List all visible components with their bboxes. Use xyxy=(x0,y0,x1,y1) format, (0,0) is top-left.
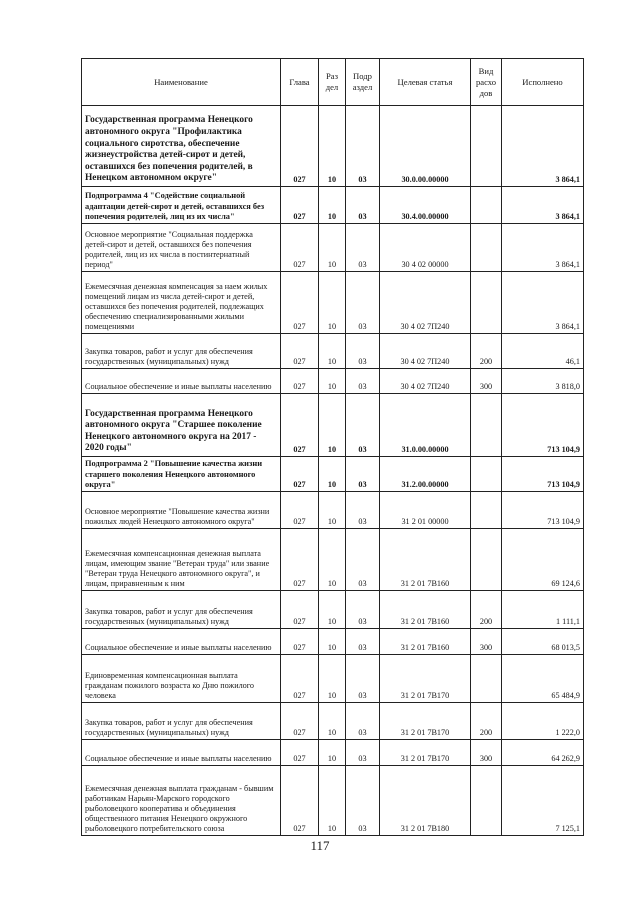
cell-name: Закупка товаров, работ и услуг для обеспечения государственных (муниципальных) нужд xyxy=(82,703,281,740)
cell-statya: 30 4 02 00000 xyxy=(380,224,471,272)
cell-razdel: 10 xyxy=(319,224,346,272)
cell-vid: 200 xyxy=(471,591,502,629)
cell-name: Подпрограмма 2 "Повышение качества жизни старшего поколения Ненецкого автономного округа" xyxy=(82,457,281,492)
budget-table xyxy=(81,58,584,836)
cell-vid xyxy=(471,272,502,334)
cell-statya: 31 2 01 7В170 xyxy=(380,703,471,740)
cell-name: Государственная программа Ненецкого автономного округа "Старшее поколение Ненецкого автономного округа на 2017 - 2020 годы" xyxy=(82,394,281,457)
table-body xyxy=(82,106,584,836)
cell-vid xyxy=(471,394,502,457)
cell-glava: 027 xyxy=(281,272,319,334)
cell-glava: 027 xyxy=(281,740,319,766)
cell-name: Подпрограмма 4 "Содействие социальной адаптации детей-сирот и детей, оставшихся без попечения родителей, лиц из их числа" xyxy=(82,187,281,224)
cell-name: Закупка товаров, работ и услуг для обеспечения государственных (муниципальных) нужд xyxy=(82,591,281,629)
cell-ispolneno: 3 864,1 xyxy=(502,187,584,224)
cell-name: Государственная программа Ненецкого автономного округа "Профилактика социального сиротства, обеспечение жизнеустройства детей-сирот и детей, оставшихся без попечения родителей, в Ненецком автономном округе" xyxy=(82,106,281,187)
table-row xyxy=(82,740,584,766)
cell-ispolneno: 65 484,9 xyxy=(502,655,584,703)
cell-glava: 027 xyxy=(281,224,319,272)
cell-name: Закупка товаров, работ и услуг для обеспечения государственных (муниципальных) нужд xyxy=(82,334,281,369)
table-row xyxy=(82,272,584,334)
cell-podrazdel: 03 xyxy=(346,703,380,740)
cell-vid xyxy=(471,492,502,529)
cell-podrazdel: 03 xyxy=(346,272,380,334)
cell-razdel: 10 xyxy=(319,629,346,655)
cell-statya: 31 2 01 7В160 xyxy=(380,629,471,655)
table-row xyxy=(82,457,584,492)
cell-vid xyxy=(471,187,502,224)
cell-glava: 027 xyxy=(281,591,319,629)
cell-vid: 300 xyxy=(471,629,502,655)
table-row xyxy=(82,703,584,740)
cell-statya: 31 2 01 7В170 xyxy=(380,740,471,766)
table-row xyxy=(82,766,584,836)
col-header-vid: Вид расхо дов xyxy=(471,59,502,106)
cell-glava: 027 xyxy=(281,703,319,740)
cell-ispolneno: 713 104,9 xyxy=(502,394,584,457)
cell-statya: 31 2 01 7В180 xyxy=(380,766,471,836)
cell-glava: 027 xyxy=(281,766,319,836)
cell-razdel: 10 xyxy=(319,394,346,457)
cell-podrazdel: 03 xyxy=(346,740,380,766)
cell-name: Социальное обеспечение и иные выплаты населению xyxy=(82,629,281,655)
table-row xyxy=(82,655,584,703)
table-row xyxy=(82,106,584,187)
cell-podrazdel: 03 xyxy=(346,766,380,836)
cell-ispolneno: 69 124,6 xyxy=(502,529,584,591)
cell-statya: 30.4.00.00000 xyxy=(380,187,471,224)
cell-statya: 31 2 01 00000 xyxy=(380,492,471,529)
cell-podrazdel: 03 xyxy=(346,492,380,529)
cell-name: Основное мероприятие "Социальная поддержка детей-сирот и детей, оставшихся без попечения родителей, лиц из их числа в постинтернатный период" xyxy=(82,224,281,272)
cell-podrazdel: 03 xyxy=(346,591,380,629)
cell-ispolneno: 713 104,9 xyxy=(502,457,584,492)
cell-razdel: 10 xyxy=(319,272,346,334)
cell-statya: 30 4 02 7П240 xyxy=(380,272,471,334)
col-header-razdel: Раз дел xyxy=(319,59,346,106)
table-row xyxy=(82,629,584,655)
cell-statya: 31 2 01 7В170 xyxy=(380,655,471,703)
table-row xyxy=(82,394,584,457)
cell-podrazdel: 03 xyxy=(346,529,380,591)
col-header-glava: Глава xyxy=(281,59,319,106)
cell-podrazdel: 03 xyxy=(346,655,380,703)
table-row xyxy=(82,224,584,272)
cell-podrazdel: 03 xyxy=(346,457,380,492)
cell-razdel: 10 xyxy=(319,529,346,591)
cell-statya: 31.2.00.00000 xyxy=(380,457,471,492)
cell-statya: 30 4 02 7П240 xyxy=(380,334,471,369)
budget-table-sheet xyxy=(81,58,583,836)
cell-podrazdel: 03 xyxy=(346,334,380,369)
cell-statya: 31 2 01 7В160 xyxy=(380,591,471,629)
cell-vid xyxy=(471,655,502,703)
table-row xyxy=(82,369,584,394)
cell-ispolneno: 713 104,9 xyxy=(502,492,584,529)
cell-vid xyxy=(471,224,502,272)
cell-ispolneno: 64 262,9 xyxy=(502,740,584,766)
cell-name: Основное мероприятие "Повышение качества жизни пожилых людей Ненецкого автономного округа" xyxy=(82,492,281,529)
cell-name: Ежемесячная денежная выплата гражданам - бывшим работникам Нарьян-Марского городского рыболовецкого кооператива и объединения общественного питания Ненецкого окружного рыболовецкого потребительского союза xyxy=(82,766,281,836)
cell-glava: 027 xyxy=(281,655,319,703)
cell-vid xyxy=(471,106,502,187)
table-row xyxy=(82,529,584,591)
cell-vid: 300 xyxy=(471,369,502,394)
cell-razdel: 10 xyxy=(319,655,346,703)
cell-vid: 200 xyxy=(471,703,502,740)
cell-vid xyxy=(471,529,502,591)
cell-podrazdel: 03 xyxy=(346,224,380,272)
cell-glava: 027 xyxy=(281,492,319,529)
cell-ispolneno: 3 864,1 xyxy=(502,272,584,334)
cell-glava: 027 xyxy=(281,629,319,655)
cell-podrazdel: 03 xyxy=(346,369,380,394)
cell-razdel: 10 xyxy=(319,187,346,224)
cell-glava: 027 xyxy=(281,106,319,187)
cell-razdel: 10 xyxy=(319,334,346,369)
cell-podrazdel: 03 xyxy=(346,106,380,187)
cell-ispolneno: 1 111,1 xyxy=(502,591,584,629)
cell-vid xyxy=(471,457,502,492)
table-header-row xyxy=(82,59,584,106)
cell-glava: 027 xyxy=(281,457,319,492)
cell-statya: 31.0.00.00000 xyxy=(380,394,471,457)
cell-ispolneno: 3 818,0 xyxy=(502,369,584,394)
cell-vid xyxy=(471,766,502,836)
cell-ispolneno: 1 222,0 xyxy=(502,703,584,740)
cell-statya: 31 2 01 7В160 xyxy=(380,529,471,591)
cell-name: Ежемесячная компенсационная денежная выплата лицам, имеющим звание "Ветеран труда" или звание "Ветеран труда Ненецкого автономного округа", и лицам, приравненным к ним xyxy=(82,529,281,591)
col-header-ispolneno: Исполнено xyxy=(502,59,584,106)
cell-razdel: 10 xyxy=(319,369,346,394)
cell-razdel: 10 xyxy=(319,492,346,529)
table-row xyxy=(82,187,584,224)
cell-ispolneno: 68 013,5 xyxy=(502,629,584,655)
cell-name: Ежемесячная денежная компенсация за наем жилых помещений лицам из числа детей-сирот и детей, оставшихся без попечения родителей, подлежащих обеспечению специализированными жилыми помещениями xyxy=(82,272,281,334)
cell-name: Социальное обеспечение и иные выплаты населению xyxy=(82,369,281,394)
cell-glava: 027 xyxy=(281,334,319,369)
cell-podrazdel: 03 xyxy=(346,394,380,457)
cell-ispolneno: 3 864,1 xyxy=(502,224,584,272)
page-number: 117 xyxy=(310,838,330,853)
cell-glava: 027 xyxy=(281,394,319,457)
table-row xyxy=(82,591,584,629)
col-header-podrazdel: Подр аздел xyxy=(346,59,380,106)
cell-razdel: 10 xyxy=(319,457,346,492)
col-header-statya: Целевая статья xyxy=(380,59,471,106)
cell-glava: 027 xyxy=(281,529,319,591)
cell-podrazdel: 03 xyxy=(346,629,380,655)
cell-ispolneno: 3 864,1 xyxy=(502,106,584,187)
cell-statya: 30 4 02 7П240 xyxy=(380,369,471,394)
table-row xyxy=(82,492,584,529)
col-header-name: Наименование xyxy=(82,59,281,106)
cell-name: Единовременная компенсационная выплата гражданам пожилого возраста ко Дню пожилого человека xyxy=(82,655,281,703)
cell-glava: 027 xyxy=(281,187,319,224)
cell-razdel: 10 xyxy=(319,703,346,740)
cell-razdel: 10 xyxy=(319,591,346,629)
cell-ispolneno: 46,1 xyxy=(502,334,584,369)
cell-vid: 200 xyxy=(471,334,502,369)
cell-statya: 30.0.00.00000 xyxy=(380,106,471,187)
cell-razdel: 10 xyxy=(319,766,346,836)
cell-vid: 300 xyxy=(471,740,502,766)
cell-glava: 027 xyxy=(281,369,319,394)
table-row xyxy=(82,334,584,369)
cell-razdel: 10 xyxy=(319,106,346,187)
cell-razdel: 10 xyxy=(319,740,346,766)
cell-name: Социальное обеспечение и иные выплаты населению xyxy=(82,740,281,766)
cell-podrazdel: 03 xyxy=(346,187,380,224)
cell-ispolneno: 7 125,1 xyxy=(502,766,584,836)
